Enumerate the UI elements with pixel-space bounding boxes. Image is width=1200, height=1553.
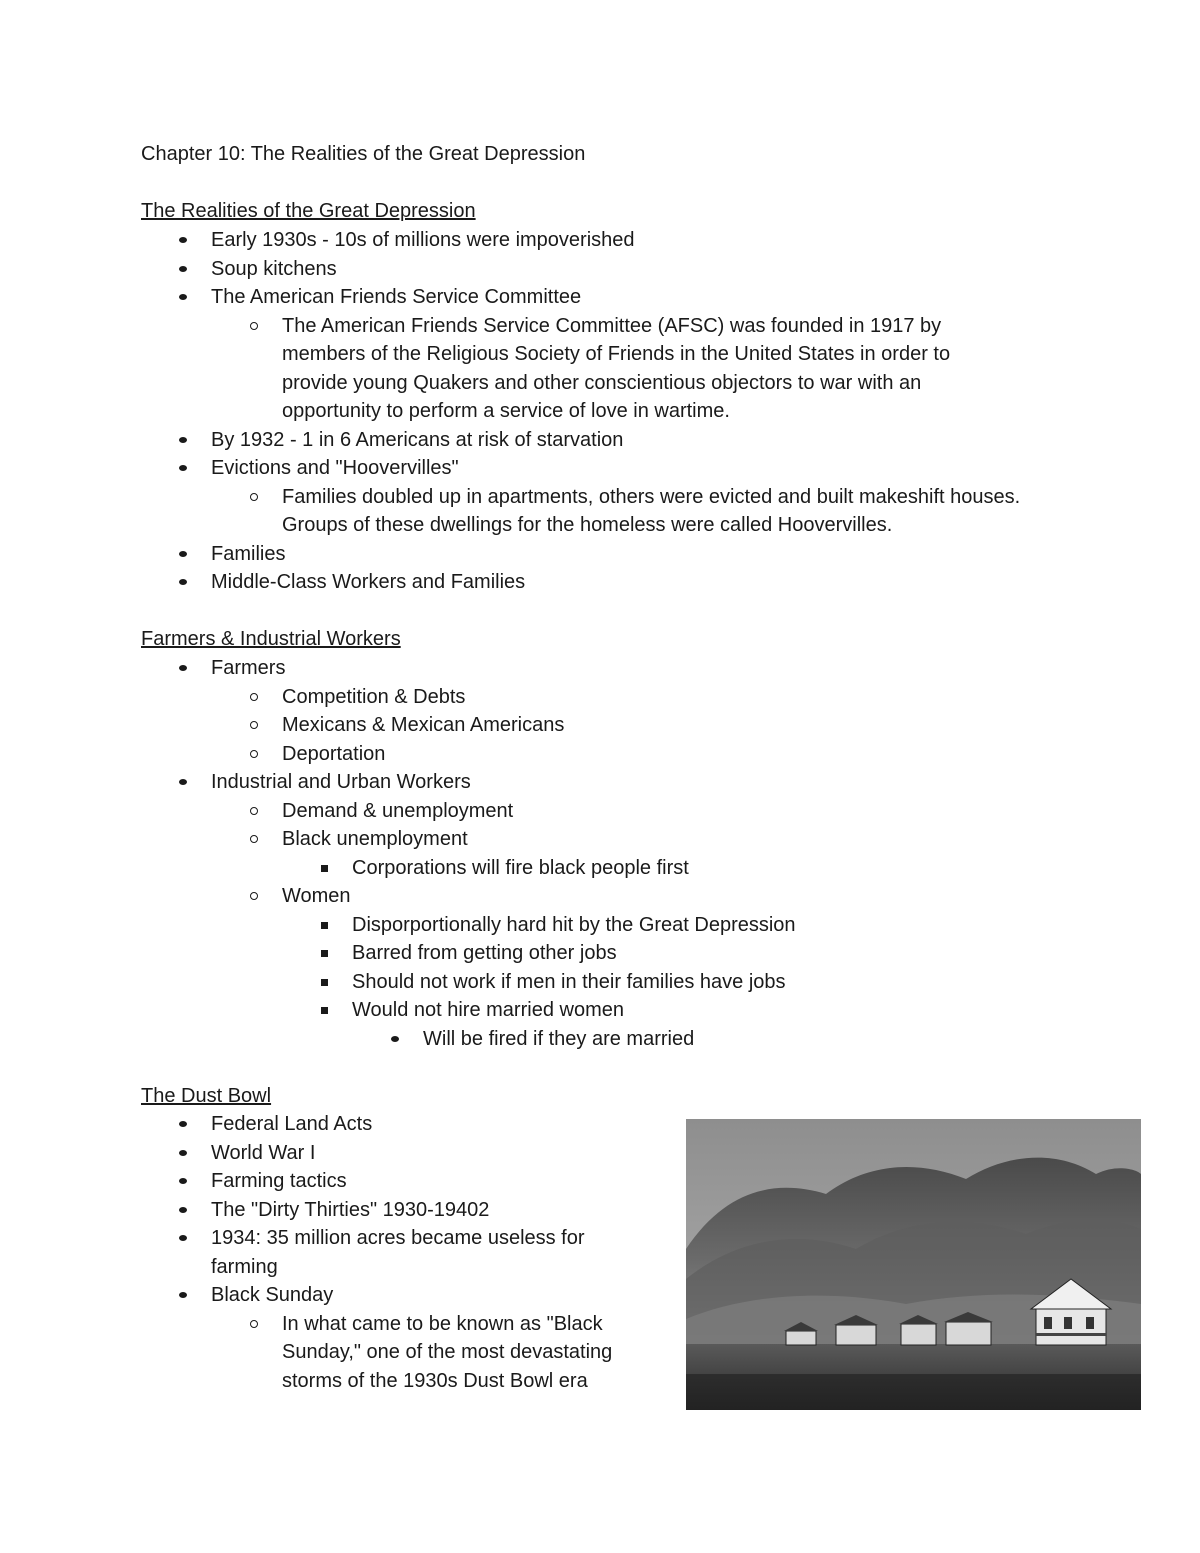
list-item: The American Friends Service Committee (AFSC) was founded in 1917 by members of the Religious Society of Friends in the United States in order to provide young Quakers and other conscientious objectors to war with an opportunity to perform a service of love in wartime. [141, 312, 1017, 426]
dust-bowl-list [141, 1110, 641, 1395]
bullet-disc-icon [176, 1196, 196, 1224]
bullet-disc-icon [176, 540, 196, 568]
list-item: Industrial and Urban Workers [141, 768, 1041, 797]
bullet-disc-icon [176, 1110, 196, 1138]
list-item: In what came to be known as "Black Sunday," one of the most devastating storms of the 1930s Dust Bowl era [141, 1310, 652, 1396]
bullet-square-icon [317, 968, 337, 996]
list-item: By 1932 - 1 in 6 Americans at risk of starvation [141, 426, 1041, 455]
list-item: Should not work if men in their families have jobs [141, 968, 1041, 997]
list-item: Corporations will fire black people first [141, 854, 1041, 883]
list-item: Farmers [141, 654, 1041, 683]
bullet-disc-icon [176, 1281, 196, 1309]
farmers-list [141, 654, 1041, 1053]
list-item: World War I [141, 1139, 641, 1168]
bullet-disc-icon [388, 1025, 408, 1053]
bullet-square-icon [317, 911, 337, 939]
list-item: Mexicans & Mexican Americans [141, 711, 1041, 740]
section-heading-dust-bowl: The Dust Bowl [141, 1085, 272, 1107]
bullet-circle-icon [247, 711, 267, 739]
list-item: Will be fired if they are married [141, 1025, 1041, 1054]
list-item: Deportation [141, 740, 1041, 769]
list-item: Barred from getting other jobs [141, 939, 1041, 968]
bullet-disc-icon [176, 1139, 196, 1167]
bullet-circle-icon [247, 825, 267, 853]
bullet-disc-icon [176, 226, 196, 254]
bullet-disc-icon [176, 654, 196, 682]
bullet-disc-icon [176, 283, 196, 311]
bullet-disc-icon [176, 1224, 196, 1252]
list-item: Women [141, 882, 1041, 911]
list-item: Families [141, 540, 1041, 569]
list-item: Would not hire married women [141, 996, 1041, 1025]
list-item: The "Dirty Thirties" 1930-19402 [141, 1196, 641, 1225]
bullet-disc-icon [176, 454, 196, 482]
bullet-circle-icon [247, 483, 267, 511]
bullet-disc-icon [176, 426, 196, 454]
bullet-disc-icon [176, 1167, 196, 1195]
page-title: Chapter 10: The Realities of the Great Depression [141, 143, 586, 165]
list-item: Middle-Class Workers and Families [141, 568, 1041, 597]
bullet-disc-icon [176, 568, 196, 596]
list-item: The American Friends Service Committee [141, 283, 1041, 312]
realities-list [141, 226, 1041, 597]
list-item: 1934: 35 million acres became useless for farming [141, 1224, 631, 1281]
list-item: Demand & unemployment [141, 797, 1041, 826]
bullet-circle-icon [247, 797, 267, 825]
list-item: Competition & Debts [141, 683, 1041, 712]
bullet-circle-icon [247, 882, 267, 910]
list-item: Soup kitchens [141, 255, 1041, 284]
bullet-square-icon [317, 939, 337, 967]
list-item: Disporportionally hard hit by the Great Depression [141, 911, 1041, 940]
bullet-circle-icon [247, 312, 267, 340]
section-heading-farmers: Farmers & Industrial Workers [141, 628, 401, 650]
list-item: Farming tactics [141, 1167, 641, 1196]
bullet-disc-icon [176, 768, 196, 796]
bullet-circle-icon [247, 683, 267, 711]
bullet-square-icon [317, 854, 337, 882]
section-heading-realities: The Realities of the Great Depression [141, 200, 476, 222]
list-item: Early 1930s - 10s of millions were impoverished [141, 226, 1041, 255]
list-item: Black Sunday [141, 1281, 641, 1310]
bullet-circle-icon [247, 1310, 267, 1338]
dust-storm-photo [686, 1119, 1141, 1410]
list-item: Federal Land Acts [141, 1110, 641, 1139]
list-item: Black unemployment [141, 825, 1041, 854]
bullet-circle-icon [247, 740, 267, 768]
list-item: Families doubled up in apartments, others were evicted and built makeshift houses. Groups of these dwellings for the homeless were called Hoovervilles. [141, 483, 1042, 540]
bullet-disc-icon [176, 255, 196, 283]
list-item: Evictions and "Hoovervilles" [141, 454, 1041, 483]
bullet-square-icon [317, 996, 337, 1024]
